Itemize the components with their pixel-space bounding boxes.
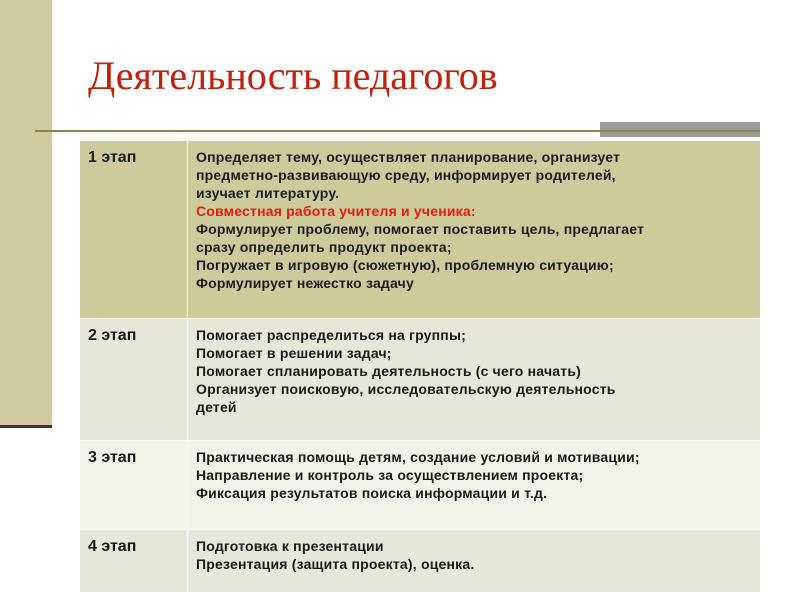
stages-table: [80, 140, 760, 593]
highlight-line: Совместная работа учителя и ученика:: [196, 203, 476, 219]
slide-title: Деятельность педагогов: [88, 53, 498, 98]
stage-label: 4 этап: [80, 530, 188, 593]
stage-label: 1 этап: [80, 141, 188, 319]
stage-label: 2 этап: [80, 319, 188, 441]
description-line: Формулирует нежестко задачу: [196, 275, 414, 291]
side-decor-line: [0, 425, 52, 428]
description-line: Погружает в игровую (сюжетную), проблемную ситуацию;: [196, 257, 614, 273]
table-row: [80, 441, 760, 530]
stage-label: 3 этап: [80, 441, 188, 530]
description-line: Подготовка к презентации: [196, 538, 384, 554]
stage-description: [188, 530, 761, 593]
description-line: изучает литературу.: [196, 185, 340, 201]
description-line: Помогает в решении задач;: [196, 345, 392, 361]
description-line: Определяет тему, осуществляет планирование, организует: [196, 149, 621, 165]
description-line: предметно-развивающую среду, информирует родителей,: [196, 167, 616, 183]
stage-description: [188, 441, 761, 530]
title-underline: [35, 130, 760, 132]
description-line: Помогает распределиться на группы;: [196, 327, 466, 343]
description-line: Направление и контроль за осуществлением проекта;: [196, 467, 584, 483]
table-row: [80, 319, 760, 441]
description-line: сразу определить продукт проекта;: [196, 239, 452, 255]
description-line: Фиксация результатов поиска информации и т.д.: [196, 485, 548, 501]
table-row: [80, 530, 760, 593]
description-line: Презентация (защита проекта), оценка.: [196, 556, 475, 572]
table-row: [80, 141, 760, 319]
side-decor-band: [0, 0, 52, 427]
description-line: Помогает спланировать деятельность (с чего начать): [196, 363, 581, 379]
description-line: детей: [196, 399, 237, 415]
description-line: Практическая помощь детям, создание условий и мотивации;: [196, 449, 640, 465]
description-line: Формулирует проблему, помогает поставить цель, предлагает: [196, 221, 645, 237]
description-line: Организует поисковую, исследовательскую деятельность: [196, 381, 616, 397]
stage-description: [188, 319, 761, 441]
stage-description: [188, 141, 761, 319]
